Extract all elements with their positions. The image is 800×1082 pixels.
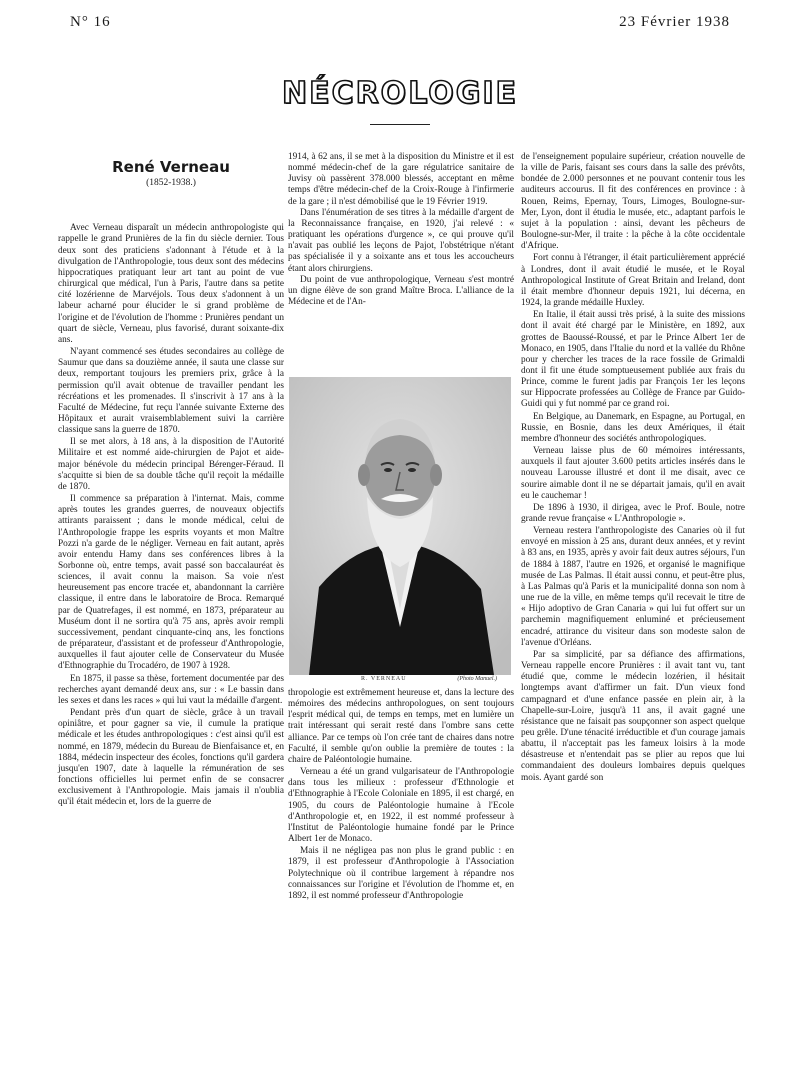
paragraph: Pendant près d'un quart de siècle, grâce à un travail opiniâtre, et pour gagner sa vie, il cumule la pratique médicale et les études anthropologiques : c'est ainsi qu'il est nommé, en 1879, médecin du Bureau de Bienfaisance et, en 1884, médecin inspecteur des écoles, fonctions qu'il gardera jusqu'en 1907, date à laquelle la rémunération de ses fonctions officielles lui permet enfin de se consacrer exclusivement à l'Anthropologie. Mais jamais il n'oublia qu'il était médecin et, lors de la guerre de: [58, 708, 284, 808]
paragraph: thropologie est extrêmement heureuse et, dans la lecture des mémoires des médecins anthropologues, on sent toujours l'esprit médical qui, de temps en temps, met en lumière un trait intéressant qui serait resté dans l'ombre sans cette alliance. Par ce temps où l'on crée tant de chaires dans notre Faculté, il semble qu'on oublie la première de toutes : la chaire de Paléontologie humaine.: [288, 688, 514, 765]
issue-number: N° 16: [70, 14, 111, 30]
paragraph: Verneau laisse plus de 60 mémoires intéressants, auxquels il faut ajouter 3.600 petits articles insérés dans le nouveau Larousse illustré et dont il me disait, avec ce sourire aimable dont il ne se départait jamais, qu'il en avait eu le cauchemar !: [521, 446, 745, 501]
article-dates: (1852-1938.): [146, 178, 196, 189]
paragraph: Verneau restera l'anthropologiste des Canaries où il fut envoyé en mission à 25 ans, durant deux années, et y revint à 83 ans, en 1935, après y avoir fait deux autres séjours, l'un de 1884 à 1887, l'autre en 1926, et organisé le magnifique musée de Las Palmas. Il était aussi connu, et peut-être plus, à Las Palmas qu'à Paris et la municipalité donna son nom à une rue de la ville, en même temps qu'il recevait le titre de « Hijo adoptivo de Gran Canaria » qui lui fut offert sur un parchemin magnifiquement enluminé et précieusement encadré, attirance du visiteur dans son modeste salon de l'avenue d'Orléans.: [521, 526, 745, 648]
paragraph: Il commence sa préparation à l'internat. Mais, comme après toutes les grandes guerres, de nouveaux objectifs attirants paraissent ; dans le monde médical, celui de l'Anthropologie frappe les esprits voyants et mon Maître Pozzi n'a garde de le négliger. Verneau en fait autant, après avoir entendu Hamy dans ses conférences libres à la Sorbonne où, entre temps, avait passé son baccalauréat ès sciences, il avait connu la maison. Sa voie n'est heureusement pas encore tracée et, abandonnant la carrière classique, il entre dans le laboratoire de Broca. Remarqué par de Quatrefages, il est nommé, en 1873, préparateur au Muséum dont il ne sortira qu'à 75 ans, après avoir rempli successivement, pendant cinquante-cinq ans, les fonctions de préparateur, d'assistant et de professeur d'Anthropologie, auxquelles il faut ajouter celle de Conservateur du Musée d'Ethnographie du Trocadéro, de 1907 à 1928.: [58, 494, 284, 672]
article-column-2-top: [288, 152, 514, 308]
paragraph: Dans l'énumération de ses titres à la médaille d'argent de la Reconnaissance française, en 1920, j'ai relevé : « pratiquant les opérations d'urgence », ce qui prouve qu'il n'avait pas oublié les leçons de Pajot, l'obstétrique n'étant pas spécialisée il y a soixante ans et tous les accoucheurs étant alors chirurgiens.: [288, 207, 514, 274]
paragraph: 1914, à 62 ans, il se met à la disposition du Ministre et il est nommé médecin-chef de la gare régulatrice sanitaire de Juvisy où passèrent 378.000 blessés, acceptant en même temps d'être médecin-chef de la Croix-Rouge à l'infirmerie de la gare ; il n'est démobilisé que le 19 Février 1919.: [288, 152, 514, 207]
photo-caption: [289, 676, 511, 686]
paragraph: Avec Verneau disparaît un médecin anthropologiste qui rappelle le grand Prunières de la fin du siècle dernier. Tous deux sont des praticiens s'adonnant à l'étude et à la divulgation de l'Anthropologie, tous deux sont des médecins hippocratiques pratiquant leur art tant au point de vue chirurgical que médical, l'un à Paris, l'autre dans sa petite cité lozérienne de Marvéjols. Tous deux s'adonnent à un labeur acharné pour élucider le si grand problème de l'origine et de l'évolution de l'homme : Prunières pendant un quart de siècle, Verneau, plus favorisé, durant soixante-dix ans.: [58, 223, 284, 345]
paragraph: de l'enseignement populaire supérieur, création nouvelle de la ville de Paris, faisant ses cours dans la salle des prévôts, bondée de 2.000 personnes et ne pouvant contenir tous les auditeurs accourus. Il fit des conférences en province : à Rouen, Reims, Epernay, Tours, Limoges, Boulogne-sur-Mer, Lyon, dont il étudia le musée, etc., adaptant parfois le sujet à la population : ainsi, devant les pêcheurs de Boulogne-sur-Mer, il traite : la pêche à la côte occidentale d'Afrique.: [521, 152, 745, 252]
paragraph: Il se met alors, à 18 ans, à la disposition de l'Autorité Militaire et est nommé aide-chirurgien de Pajot et aide-major bénévole du médecin principal Bérenger-Féraud. Il s'acquitte si bien de sa double tâche qu'il reçoit la médaille de 1870.: [58, 437, 284, 492]
paragraph: En Italie, il était aussi très prisé, à la suite des missions dont il avait été chargé par le Ministère, en 1892, aux grottes de Baoussé-Roussé, et par le Prince Albert 1er de Monaco, en 1905, dans l'Italie du nord et la vallée du Rhône pour y chercher les traces de la race fossile de Grimaldi dont il fit une étude somptueusement publiée aux frais du Prince, comme le furent jadis par François 1er les leçons sur Hippocrate professées au Collège de France par Guido-Guidi qui y fut nommé par ce grand roi.: [521, 310, 745, 410]
paragraph: Par sa simplicité, par sa défiance des affirmations, Verneau rappelle encore Prunières : il avait tant vu, tant étudié que, comme le médecin lozérien, il hésitait longtemps avant d'affirmer un fait. D'un vieux fond campagnard et d'une enfance passée en plein air, à la Chapelle-sur-Loire, jusqu'à 11 ans, il avait gagné une résistance que ne faisait pas soupçonner son aspect quelque peu grêle. D'une ténacité irréductible et d'un courage jamais abattu, il n'acceptait pas les fameux loisirs à la mode désastreuse et n'entendait pas se plier au repos que lui commandaient des douleurs lombaires depuis quelques mois. Ayant gardé son: [521, 649, 745, 783]
article-name: René Verneau: [112, 158, 230, 176]
article-column-1: [58, 152, 284, 809]
article-column-2-bottom: [288, 688, 514, 903]
paragraph: Verneau a été un grand vulgarisateur de l'Anthropologie dans tous les milieux : professeur d'Ethnologie et d'Ethnographie à l'Ecole Coloniale en 1895, il est chargé, en 1905, du cours de Paléontologie humaine à l'Ecole d'Anthropologie et, en 1922, il est nommé professeur à l'Institut de Paléontologie humaine fondé par le Prince Albert 1er de Monaco.: [288, 767, 514, 845]
article-column-3: [521, 152, 745, 785]
portrait-photo: [289, 377, 511, 675]
paragraph: Du point de vue anthropologique, Verneau s'est montré un digne élève de son grand Maître Broca. L'alliance de la Médecine et de l'An-: [288, 274, 514, 308]
photo-caption-name: R. VERNEAU: [361, 676, 407, 682]
issue-date: 23 Février 1938: [619, 14, 730, 30]
paragraph: N'ayant commencé ses études secondaires au collège de Saumur que dans sa douzième année, il sauta une classe sur deux, remportant toujours les premiers prix, grâce à la permission qu'il avait obtenue de travailler pendant les récréations et les promenades. Il s'inscrivit à 17 ans à la Faculté de Médecine, fut reçu l'année suivante Externe des Hôpitaux et aurait vraisemblablement suivi la carrière classique sans la guerre de 1870.: [58, 347, 284, 436]
section-title: NÉCROLOGIE: [281, 76, 519, 111]
title-divider: [370, 124, 430, 125]
paragraph: En 1875, il passe sa thèse, fortement documentée par des recherches ayant demandé deux ans, sur : « Le bassin dans les sexes et dans les races » qui lui vaut la médaille d'argent.: [58, 673, 284, 706]
paragraph: En Belgique, au Danemark, en Espagne, au Portugal, en Russie, en Bosnie, dans les deux Amériques, il était membre d'honneur des sociétés anthropologiques.: [521, 411, 745, 444]
photo-credit: (Photo Manuel.): [457, 676, 497, 682]
paragraph: Fort connu à l'étranger, il était particulièrement apprécié à Londres, dont il avait étudié le musée, et le Royal Anthropological Institute of Great Britain and Ireland, dont il était membre d'honneur depuis 1921, lui décerna, en 1924, la grande médaille Huxley.: [521, 253, 745, 309]
paragraph: De 1896 à 1930, il dirigea, avec le Prof. Boule, notre grande revue française « L'Anthropologie ».: [521, 502, 745, 524]
paragraph: Mais il ne négligea pas non plus le grand public : en 1879, il est professeur d'Anthropologie à l'Association Polytechnique où il contribue largement à répandre nos connaissances sur l'origine et l'évolution de l'homme et, en 1892, il est nommé professeur d'Anthropologie: [288, 846, 514, 901]
